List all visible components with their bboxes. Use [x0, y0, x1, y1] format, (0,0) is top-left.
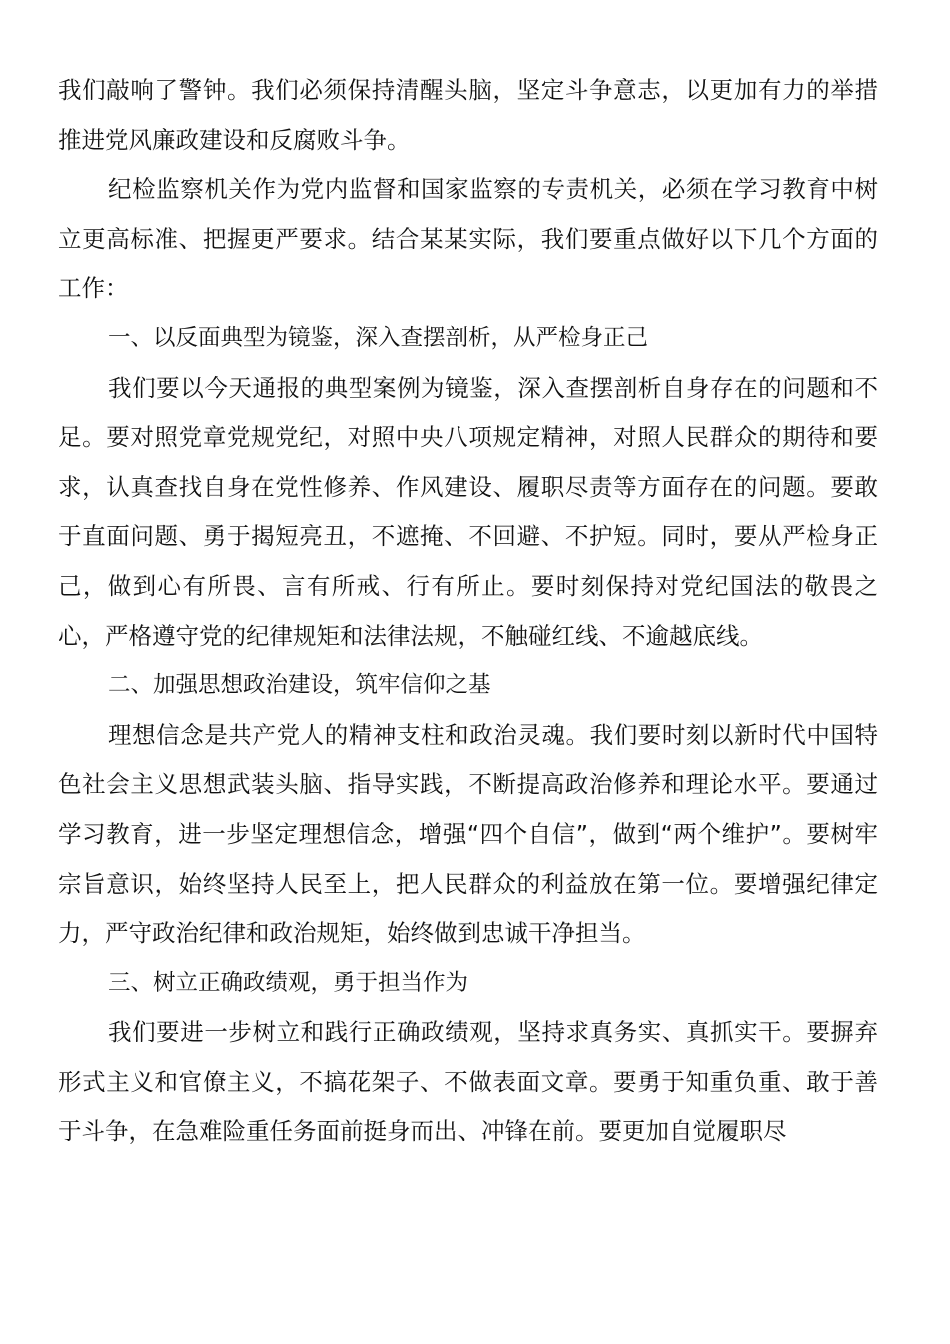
paragraph-intro: 纪检监察机关作为党内监督和国家监察的专责机关，必须在学习教育中树立更高标准、把握更严要求。结合某某实际，我们要重点做好以下几个方面的工作： [58, 175, 878, 303]
section-heading-2: 二、加强思想政治建设，筑牢信仰之基 [108, 672, 491, 699]
section-heading-1: 一、以反面典型为镜鉴，深入查摆剖析，从严检身正己 [108, 324, 649, 351]
section-heading-3: 三、树立正确政绩观，勇于担当作为 [108, 969, 469, 996]
document-body [58, 66, 878, 1157]
paragraph-continued: 我们敲响了警钟。我们必须保持清醒头脑，坚定斗争意志，以更加有力的举措推进党风廉政建设和反腐败斗争。 [58, 76, 878, 154]
paragraph-section-3: 我们要进一步树立和践行正确政绩观，坚持求真务实、真抓实干。要摒弃形式主义和官僚主义，不搞花架子、不做表面文章。要勇于知重负重、敢于善于斗争，在急难险重任务面前挺身而出、冲锋在前。要更加自觉履职尽 [58, 1018, 878, 1146]
paragraph-section-1: 我们要以今天通报的典型案例为镜鉴，深入查摆剖析自身存在的问题和不足。要对照党章党规党纪，对照中央八项规定精神，对照人民群众的期待和要求，认真查找自身在党性修养、作风建设、履职尽责等方面存在的问题。要敢于直面问题、勇于揭短亮丑，不遮掩、不回避、不护短。同时，要从严检身正己，做到心有所畏、言有所戒、行有所止。要时刻保持对党纪国法的敬畏之心，严格遵守党的纪律规矩和法律法规，不触碰红线、不逾越底线。 [58, 373, 878, 650]
paragraph-section-2: 理想信念是共产党人的精神支柱和政治灵魂。我们要时刻以新时代中国特色社会主义思想武装头脑、指导实践，不断提高政治修养和理论水平。要通过学习教育，进一步坚定理想信念，增强“四个自信”，做到“两个维护”。要树牢宗旨意识，始终坚持人民至上，把人民群众的利益放在第一位。要增强纪律定力，严守政治纪律和政治规矩，始终做到忠诚干净担当。 [58, 720, 878, 948]
